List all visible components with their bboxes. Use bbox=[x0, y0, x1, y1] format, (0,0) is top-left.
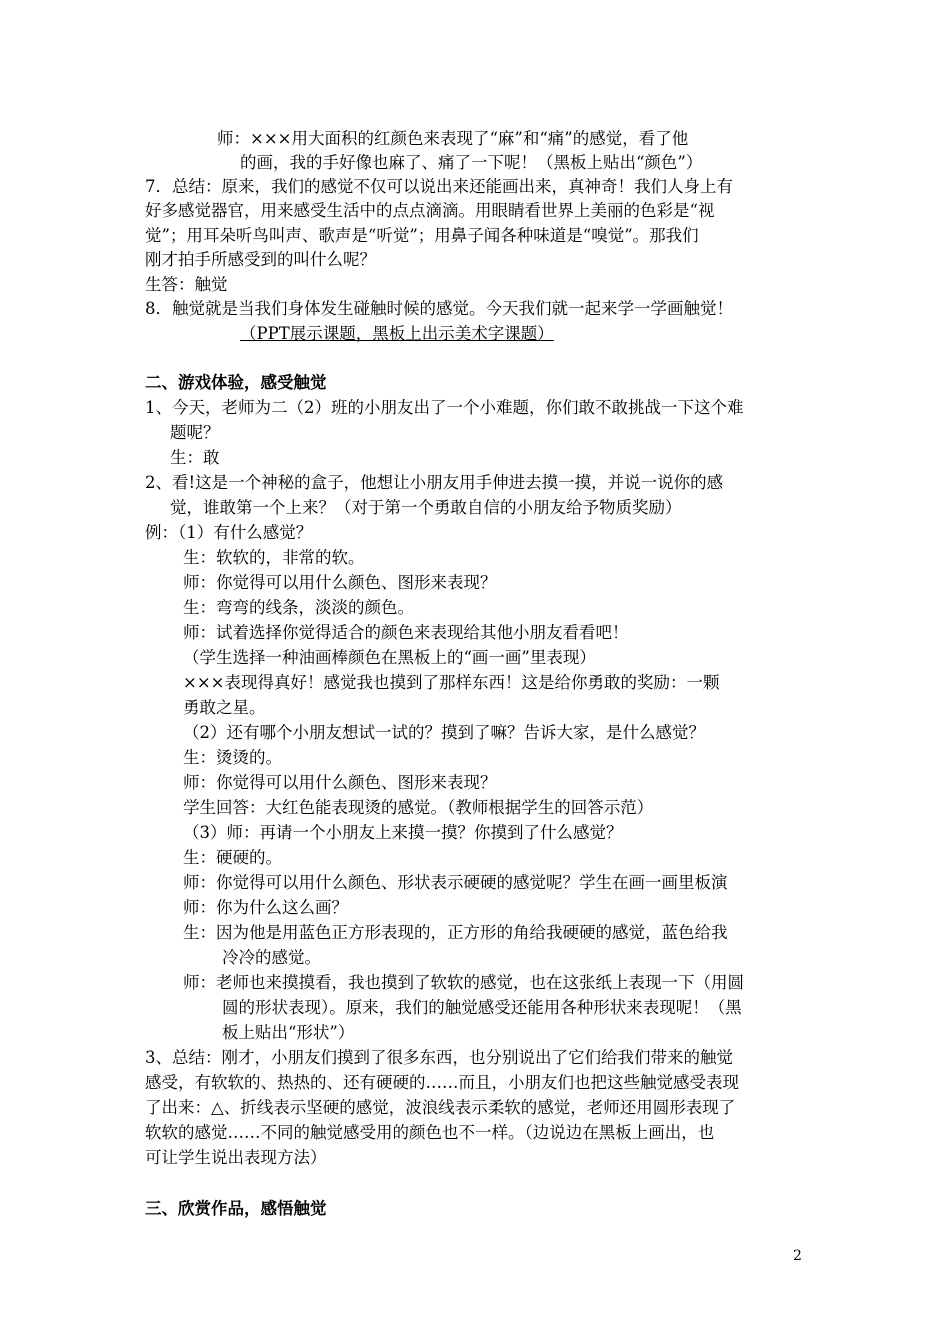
text-line: 觉”；用耳朵听鸟叫声、歌声是“听觉”；用鼻子闻各种味道是“嗅觉”。那我们 bbox=[145, 226, 699, 245]
text-line: 勇敢之星。 bbox=[183, 698, 266, 717]
section-heading: 三、欣赏作品，感悟触觉 bbox=[145, 1199, 327, 1218]
text-line: 生：软软的，非常的软。 bbox=[183, 548, 365, 567]
text-line: 师：你觉得可以用什么颜色、图形来表现？ bbox=[183, 773, 497, 792]
text-line: 刚才拍手所感受到的叫什么呢？ bbox=[145, 250, 376, 269]
text-line: 8．触觉就是当我们身体发生碰触时候的感觉。今天我们就一起来学一学画触觉！ bbox=[145, 299, 733, 318]
text-line: 1、今天，老师为二（2）班的小朋友出了一个小难题，你们敢不敢挑战一下这个难 bbox=[145, 398, 744, 417]
text-line: 冷冷的感觉。 bbox=[222, 948, 321, 967]
text-line: （3）师：再请一个小朋友上来摸一摸？你摸到了什么感觉？ bbox=[183, 823, 623, 842]
text-line: （学生选择一种油画棒颜色在黑板上的“画一画”里表现） bbox=[183, 648, 596, 667]
ppt-note: （PPT展示课题，黑板上出示美术字课题） bbox=[240, 324, 554, 343]
text-line: 2、看!这是一个神秘的盒子，他想让小朋友用手伸进去摸一摸，并说一说你的感 bbox=[145, 473, 724, 492]
text-line: 圆的形状表现）。原来，我们的触觉感受还能用各种形状来表现呢！（黑 bbox=[222, 998, 742, 1017]
text-line: 觉，谁敢第一个上来？（对于第一个勇敢自信的小朋友给予物质奖励） bbox=[170, 498, 682, 517]
text-line: 师：你觉得可以用什么颜色、图形来表现？ bbox=[183, 573, 497, 592]
text-line: 师：老师也来摸摸看，我也摸到了软软的感觉，也在这张纸上表现一下（用圆 bbox=[183, 973, 744, 992]
text-line: （2）还有哪个小朋友想试一试的？摸到了嘛？告诉大家，是什么感觉？ bbox=[183, 723, 705, 742]
text-line: 7．总结：原来，我们的感觉不仅可以说出来还能画出来，真神奇！我们人身上有 bbox=[145, 177, 733, 196]
text-line: 板上贴出“形状”） bbox=[222, 1023, 355, 1042]
text-line: 师：你为什么这么画？ bbox=[183, 898, 348, 917]
section-heading: 二、游戏体验，感受触觉 bbox=[145, 373, 327, 392]
text-line: 题呢？ bbox=[170, 423, 220, 442]
text-line: 软软的感觉……不同的触觉感受用的颜色也不一样。（边说边在黑板上画出，也 bbox=[145, 1123, 715, 1142]
text-line: 学生回答：大红色能表现烫的感觉。（教师根据学生的回答示范） bbox=[183, 798, 654, 817]
text-line: 生：弯弯的线条，淡淡的颜色。 bbox=[183, 598, 414, 617]
text-line: 师：×××用大面积的红颜色来表现了“麻”和“痛”的感觉，看了他 bbox=[217, 129, 689, 148]
text-line: 了出来：△、折线表示坚硬的感觉，波浪线表示柔软的感觉，老师还用圆形表现了 bbox=[145, 1098, 736, 1117]
page-number: 2 bbox=[793, 1248, 802, 1264]
text-line: ×××表现得真好！感觉我也摸到了那样东西！这是给你勇敢的奖励：一颗 bbox=[183, 673, 720, 692]
text-line: 师：你觉得可以用什么颜色、形状表示硬硬的感觉呢？学生在画一画里板演 bbox=[183, 873, 728, 892]
text-line: 好多感觉器官，用来感受生活中的点点滴滴。用眼睛看世界上美丽的色彩是“视 bbox=[145, 201, 715, 220]
text-line: 例：（1）有什么感觉？ bbox=[145, 523, 313, 542]
text-line: 感受，有软软的、热热的、还有硬硬的……而且，小朋友们也把这些触觉感受表现 bbox=[145, 1073, 739, 1092]
text-line: 生：硬硬的。 bbox=[183, 848, 282, 867]
text-line: 的画，我的手好像也麻了、痛了一下呢！（黑板上贴出“颜色”） bbox=[240, 153, 703, 172]
text-line: 生：因为他是用蓝色正方形表现的，正方形的角给我硬硬的感觉，蓝色给我 bbox=[183, 923, 728, 942]
text-line: 师：试着选择你觉得适合的颜色来表现给其他小朋友看看吧！ bbox=[183, 623, 629, 642]
text-line: 生：烫烫的。 bbox=[183, 748, 282, 767]
text-line: 生：敢 bbox=[170, 448, 220, 467]
text-line: 可让学生说出表现方法） bbox=[145, 1148, 327, 1167]
text-line: 生答：触觉 bbox=[145, 275, 228, 294]
text-line: 3、总结：刚才，小朋友们摸到了很多东西，也分别说出了它们给我们带来的触觉 bbox=[145, 1048, 733, 1067]
